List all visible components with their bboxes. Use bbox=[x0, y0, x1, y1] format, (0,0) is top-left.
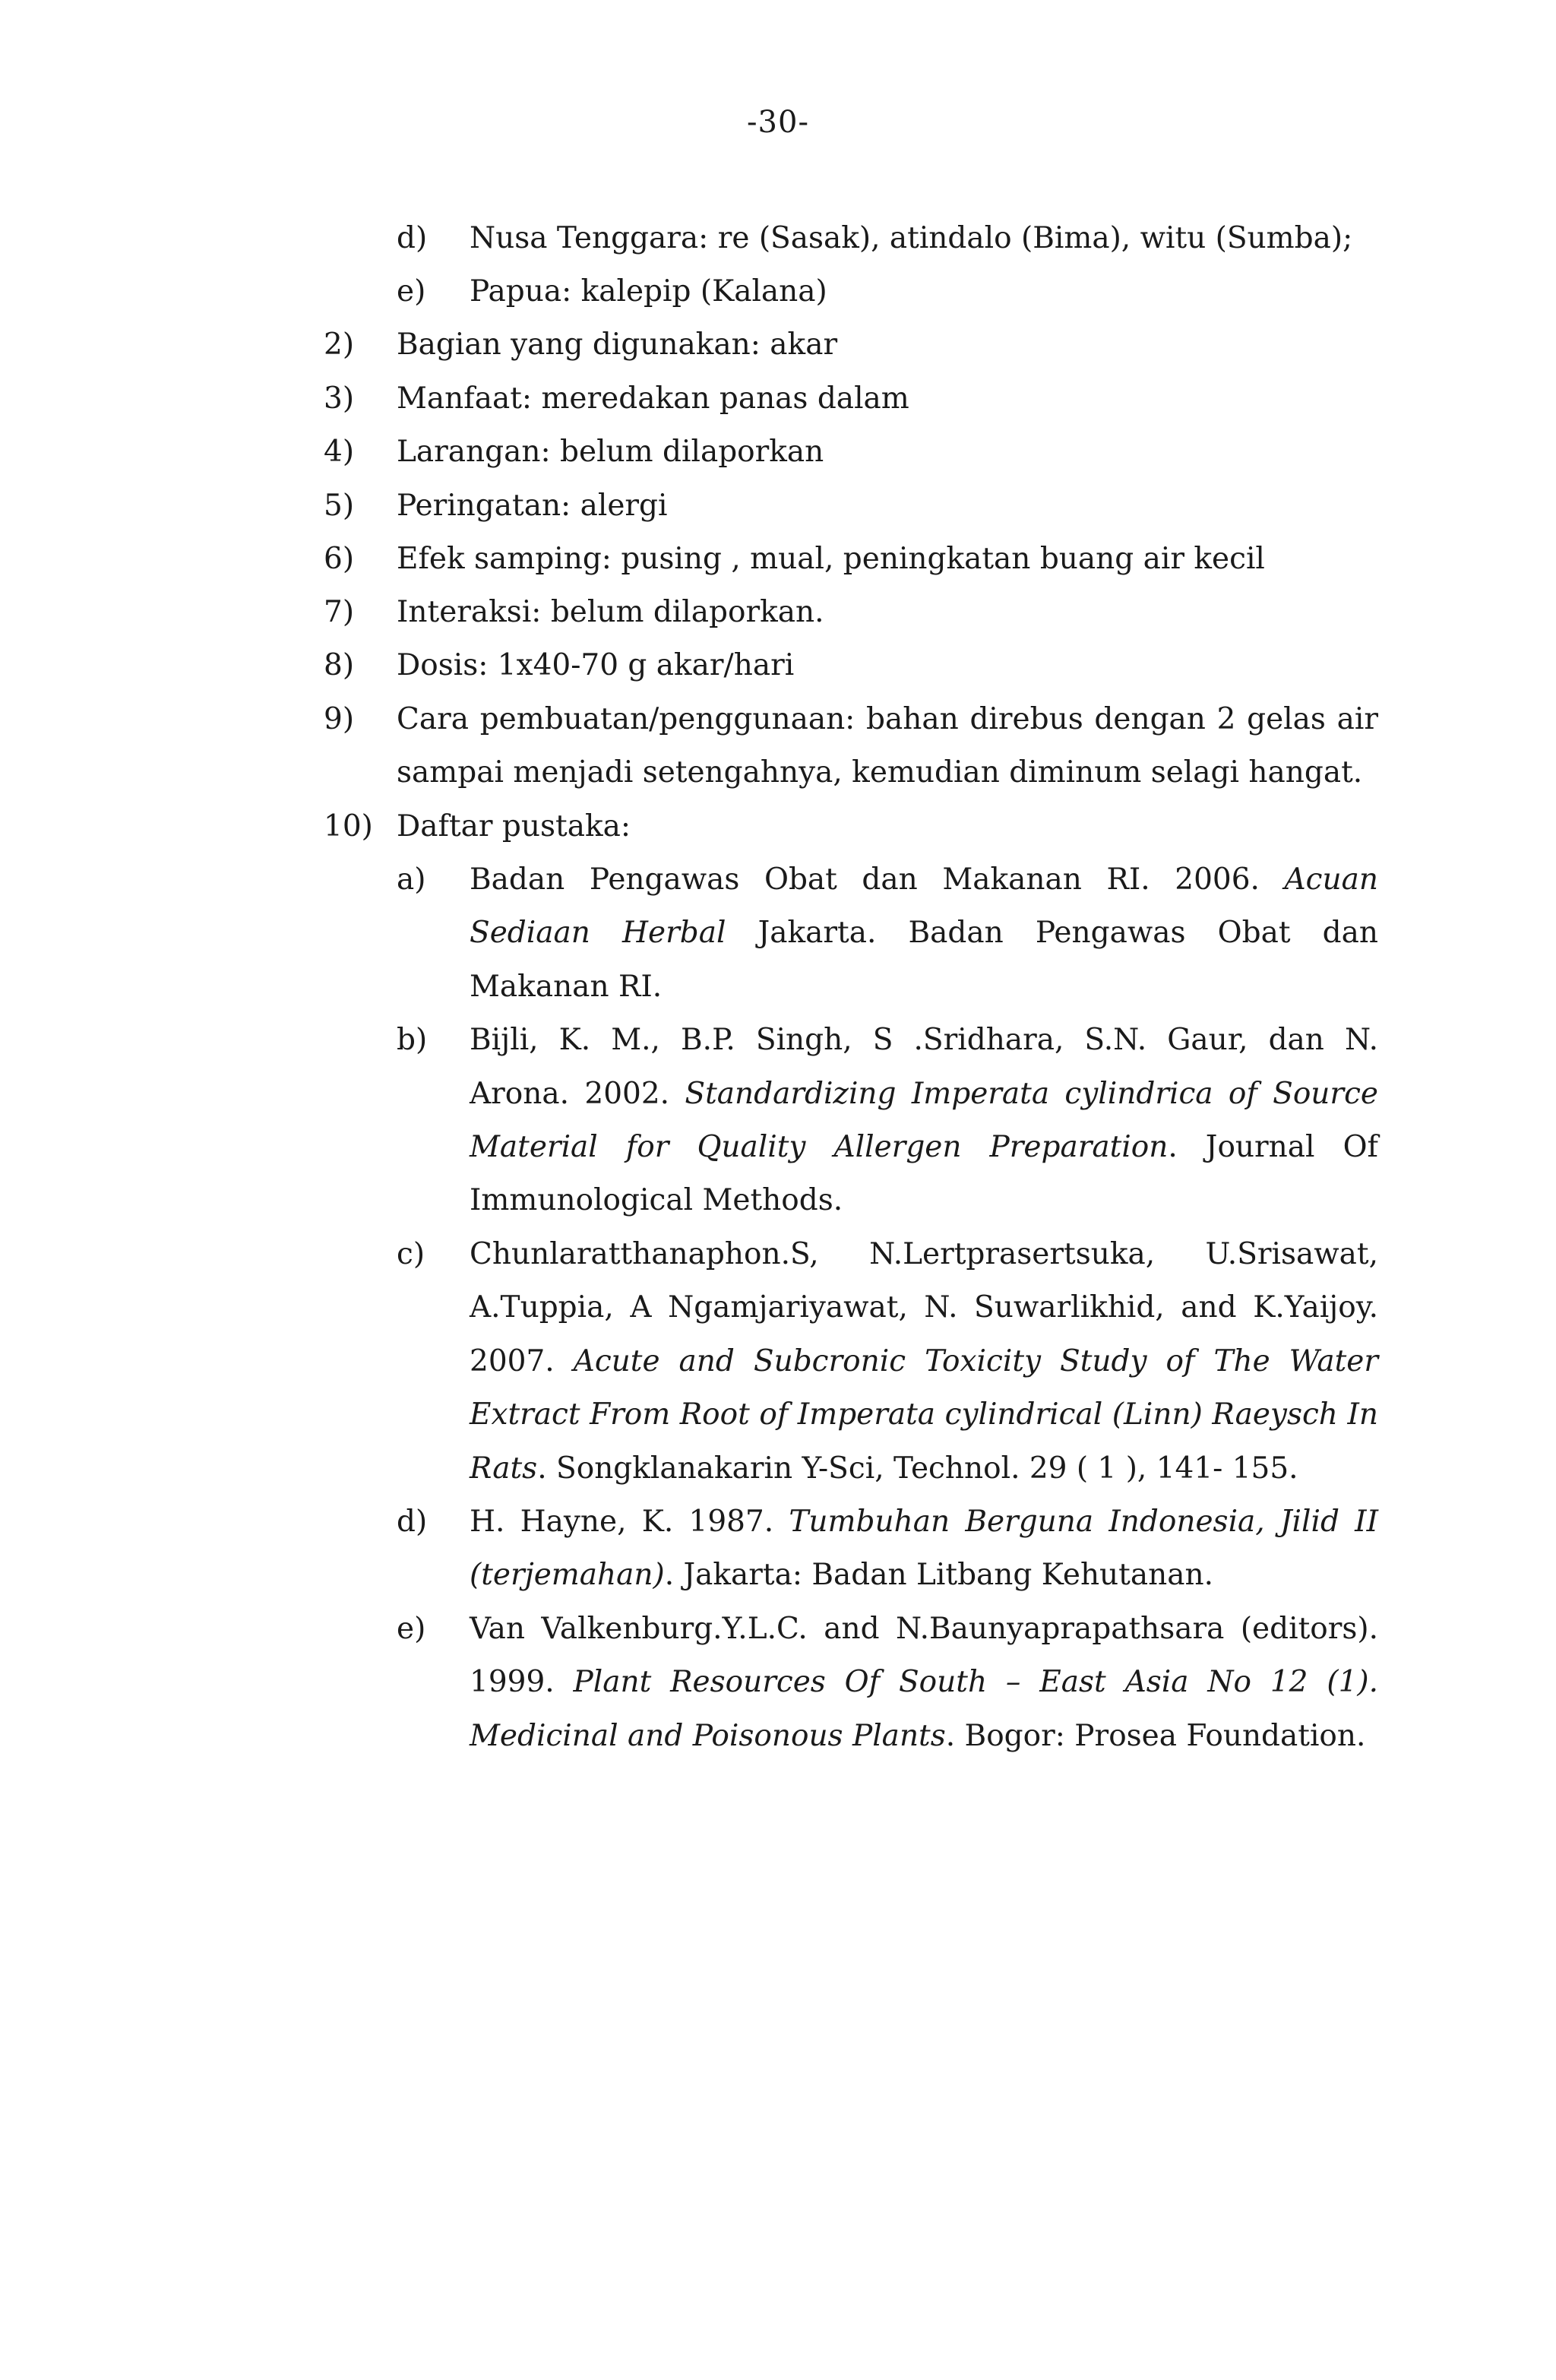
list-item: Dosis: 1x40-70 g akar/hari bbox=[397, 648, 795, 682]
list-marker: 7) bbox=[324, 595, 355, 629]
list-item: Peringatan: alergi bbox=[397, 489, 668, 523]
reference-line: Medicinal and Poisonous Plants. Bogor: Prosea Foundation. bbox=[470, 1719, 1366, 1753]
list-marker: 10) bbox=[324, 809, 373, 843]
list-item: Interaksi: belum dilaporkan. bbox=[397, 595, 824, 629]
list-marker: 5) bbox=[324, 489, 355, 523]
list-item: Manfaat: meredakan panas dalam bbox=[397, 381, 909, 416]
list-item: Efek samping: pusing , mual, peningkatan buang air kecil bbox=[397, 542, 1265, 576]
list-item: Larangan: belum dilaporkan bbox=[397, 435, 824, 469]
reference-line: 1999. Plant Resources Of South – East Asia No 12 (1). bbox=[470, 1665, 1378, 1699]
reference-line: Van Valkenburg.Y.L.C. and N.Baunyaprapathsara (editors). bbox=[470, 1612, 1378, 1646]
list-marker: e) bbox=[397, 274, 426, 309]
reference-line: (terjemahan). Jakarta: Badan Litbang Kehutanan. bbox=[470, 1558, 1213, 1592]
reference-line: Makanan RI. bbox=[470, 970, 663, 1004]
reference-line: Extract From Root of Imperata cylindrical (Linn) Raeysch In bbox=[470, 1397, 1378, 1432]
reference-line: Chunlaratthanaphon.S, N.Lertprasertsuka, U.Srisawat, bbox=[470, 1237, 1378, 1271]
reference-line: H. Hayne, K. 1987. Tumbuhan Berguna Indonesia, Jilid II bbox=[470, 1505, 1378, 1539]
list-marker: 8) bbox=[324, 648, 355, 682]
reference-line: Badan Pengawas Obat dan Makanan RI. 2006. Acuan bbox=[470, 862, 1378, 897]
reference-line: Bijli, K. M., B.P. Singh, S .Sridhara, S.N. Gaur, dan N. bbox=[470, 1023, 1378, 1057]
reference-line: A.Tuppia, A Ngamjariyawat, N. Suwarlikhid, and K.Yaijoy. bbox=[470, 1290, 1378, 1325]
list-item: Bagian yang digunakan: akar bbox=[397, 328, 838, 362]
list-item: Daftar pustaka: bbox=[397, 809, 631, 843]
reference-marker: c) bbox=[397, 1237, 425, 1271]
list-item: Cara pembuatan/penggunaan: bahan direbus dengan 2 gelas air bbox=[397, 702, 1378, 736]
reference-marker: e) bbox=[397, 1612, 426, 1646]
page-number: -30- bbox=[747, 105, 809, 140]
reference-line: Arona. 2002. Standardizing Imperata cylindrica of Source bbox=[470, 1077, 1378, 1111]
list-item: Papua: kalepip (Kalana) bbox=[470, 274, 827, 309]
list-item-continuation: sampai menjadi setengahnya, kemudian diminum selagi hangat. bbox=[397, 755, 1363, 790]
reference-marker: b) bbox=[397, 1023, 428, 1057]
reference-line: Rats. Songklanakarin Y-Sci, Technol. 29 ( 1 ), 141- 155. bbox=[470, 1451, 1298, 1486]
list-marker: d) bbox=[397, 221, 428, 255]
reference-line: Material for Quality Allergen Preparation. Journal Of bbox=[470, 1130, 1378, 1164]
reference-line: Immunological Methods. bbox=[470, 1183, 843, 1217]
reference-marker: d) bbox=[397, 1505, 428, 1539]
list-marker: 4) bbox=[324, 435, 355, 469]
list-marker: 2) bbox=[324, 328, 355, 362]
list-marker: 6) bbox=[324, 542, 355, 576]
list-marker: 9) bbox=[324, 702, 355, 736]
reference-line: Sediaan Herbal Jakarta. Badan Pengawas Obat dan bbox=[470, 916, 1378, 950]
list-item: Nusa Tenggara: re (Sasak), atindalo (Bima), witu (Sumba); bbox=[470, 221, 1353, 255]
reference-line: 2007. Acute and Subcronic Toxicity Study of The Water bbox=[470, 1344, 1378, 1378]
list-marker: 3) bbox=[324, 381, 355, 416]
reference-marker: a) bbox=[397, 862, 426, 897]
